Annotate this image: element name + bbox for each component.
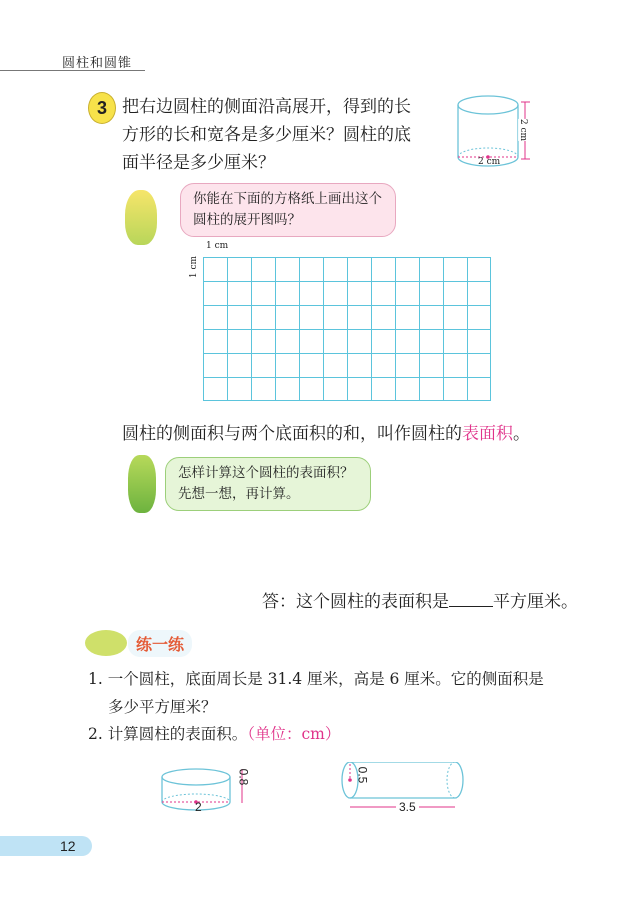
grid-unit-x: 1 cm (206, 241, 229, 251)
term-surface-area: 表面积 (462, 424, 513, 444)
fig1-diameter-label: 2 (195, 800, 202, 814)
page-number: 12 (60, 838, 76, 854)
fig1-height-label: 0.8 (236, 768, 251, 786)
fig2-length-label: 3.5 (396, 800, 419, 814)
practice-title: 练一练 (128, 630, 192, 657)
answer-line: 答：这个圆柱的表面积是 平方厘米。 (262, 588, 578, 616)
pea-mascot-icon (128, 455, 156, 513)
grid-unit-y: 1 cm (189, 255, 200, 279)
example-number-badge: 3 (88, 92, 116, 124)
practice-question-1: 1. 一个圆柱，底面周长是 31.4 厘米，高是 6 厘米。它的侧面积是 多少平方厘米？ (88, 670, 544, 716)
speech-bubble-1: 你能在下面的方格纸上画出这个 圆柱的展开图吗？ (180, 183, 396, 237)
answer-blank[interactable] (449, 588, 493, 607)
fig2-radius-label: 0.5 (355, 766, 370, 784)
page-number-tab (0, 836, 92, 856)
corn-mascot-icon (125, 190, 157, 245)
practice-mascot-icon (85, 630, 127, 656)
height-label: 2 cm (518, 118, 529, 142)
speech-bubble-2: 怎样计算这个圆柱的表面积？ 先想一想，再计算。 (165, 457, 371, 511)
chapter-header: 圆柱和圆锥 (0, 50, 145, 71)
example-question: 把右边圆柱的侧面沿高展开，得到的长 方形的长和宽各是多少厘米？圆柱的底 面半径是多少厘米？ (122, 97, 411, 173)
diameter-label: 2 cm (478, 157, 501, 167)
practice-question-2: 2. 计算圆柱的表面积。（单位：cm） (88, 725, 341, 743)
grid-paper (203, 257, 491, 401)
surface-area-definition: 圆柱的侧面积与两个底面积的和，叫作圆柱的表面积。 (122, 424, 530, 444)
cylinder-figure-1 (160, 760, 270, 815)
